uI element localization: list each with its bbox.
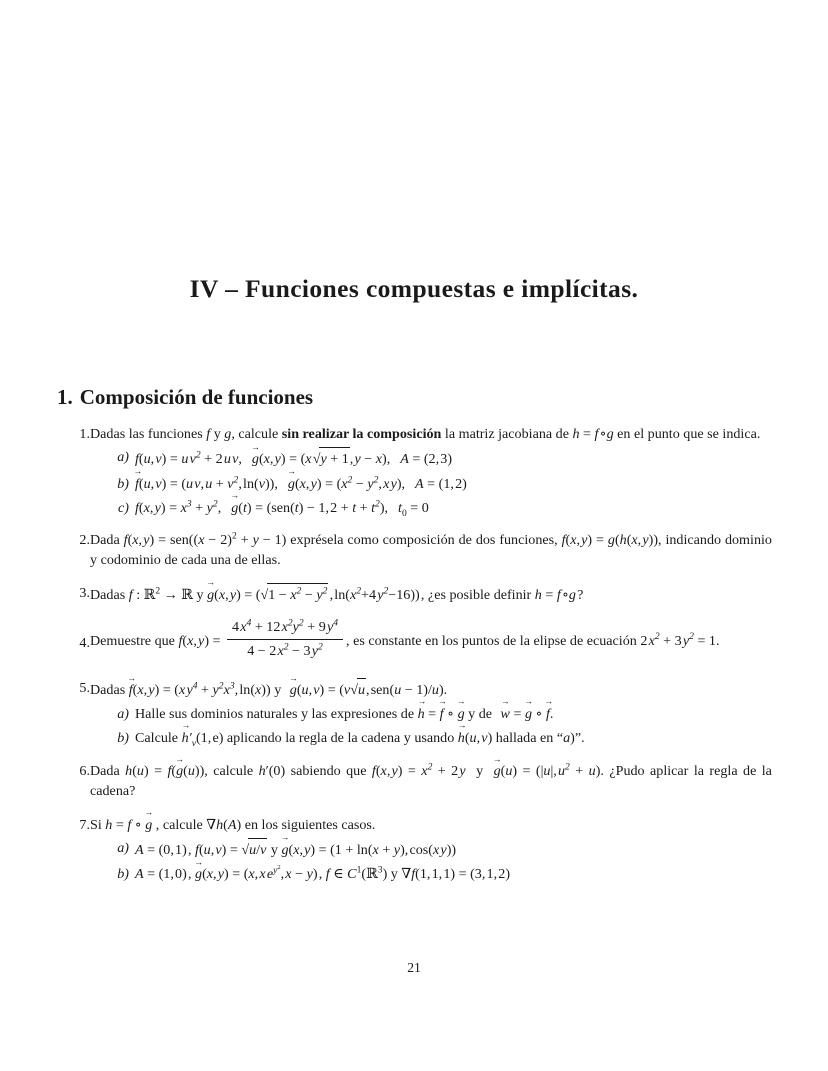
subitem-label: a) xyxy=(117,449,129,466)
subitem-label: a) xyxy=(117,705,129,722)
subitem-1c xyxy=(108,498,772,518)
subitem-label: b) xyxy=(117,475,129,492)
fraction-denominator: 4 − 2 $x^2 - 3$ $y^2$ xyxy=(227,639,343,662)
exercise-number: 4. xyxy=(79,634,90,651)
fraction-numerator: 4 $x^4 + 12$ $x^2y^2 + 9$ $y^4$ xyxy=(232,617,339,635)
exercise-number: 2. xyxy=(79,532,90,549)
exercise-item-6 xyxy=(60,761,772,802)
exercise-text: Dadas f : ℝ$^2$ → ℝ y g →(x, $y) = (√1 - x^2 - y^2$ , $\ln(x^2+4$ $y^2-16$)) , ¿es posible definir h = f ∘g ? xyxy=(90,583,772,605)
subitem-1b xyxy=(108,474,772,494)
subitem-math: f(x, $y) = x^3 + y^2$, g →(t) = (sen(t) − 1, $2 + t + t^2$), $t_0 = 0$ xyxy=(135,500,429,516)
section-title: Composición de funciones xyxy=(79,385,314,409)
exercise-list xyxy=(60,424,772,895)
exercise-text: Dada h(u) = f(g →(u)), calcule h′(0) sabiendo que f(x, $y) = x^2 + 2$ y y g →(u) = (|u|, $u^2 + u$). ¿Pudo aplicar la regla de la cadena? xyxy=(90,761,772,802)
exercise-number: 5. xyxy=(79,680,90,697)
exercise-item-4 xyxy=(60,619,772,664)
exercise-item-2 xyxy=(60,530,772,571)
subitem-math: A = (1, 0) , g →(x, y) = (x, x $e^{y^2}$, x − y) , f ∈ $C^1(ℝ^3)$ y ∇f(1, 1, 1) = (3, 1, 2) xyxy=(135,866,510,882)
subitem-math: Halle sus dominios naturales y las expresiones de h → = f → ∘ g → y de w → = g → ∘ f →. xyxy=(135,706,553,722)
fraction xyxy=(227,617,343,662)
exercise-7-subitems xyxy=(90,838,772,885)
subitem-label: a) xyxy=(117,839,129,856)
exercise-number: 6. xyxy=(79,763,90,780)
subitem-math: f(u, v) = u $v^2 + 2$ u v, g →(x, y) = (x √y + 1, y − x), A = (2, 3) xyxy=(135,451,452,467)
exercise-number: 1. xyxy=(79,426,90,442)
subitem-5b xyxy=(108,728,772,748)
emphasis-no-composition: sin realizar la composición xyxy=(281,426,442,442)
subitem-math: f →(u, v) = (u v, $u + v^2$, ln(v)), g →(x, $y) = (x^2 - y^2$, x y), A = (1, 2) xyxy=(135,476,467,492)
subitem-math: Calcule $h \to'_v(1$, e) aplicando la regla de la cadena y usando h →(u, v) hallada en “a)”. xyxy=(135,730,585,746)
subitem-5a xyxy=(108,704,772,724)
subitem-label: c) xyxy=(118,499,129,516)
exercise-5-subitems xyxy=(90,704,772,749)
exercise-text: Dadas las funciones f y g, calcule sin realizar la composición la matriz jacobiana de h = f ∘g en el punto que se indica. xyxy=(90,426,761,442)
subitem-7b xyxy=(108,864,772,884)
exercise-item-1 xyxy=(60,424,772,518)
exercise-item-3 xyxy=(60,583,772,605)
subitem-label: b) xyxy=(117,729,129,746)
page-title: IV – Funciones compuestas e implícitas. xyxy=(189,274,639,303)
page-number: 21 xyxy=(407,960,421,975)
exercise-number: 7. xyxy=(79,816,90,833)
section-number: 1. xyxy=(57,385,73,409)
subitem-label: b) xyxy=(117,866,129,883)
exercise-number: 3. xyxy=(79,584,90,601)
exercise-item-5 xyxy=(60,678,772,748)
exercise-text: Si h = f ∘ g → , calcule ∇h(A) en los siguientes casos. xyxy=(90,815,772,835)
subitem-1a xyxy=(108,447,772,469)
exercise-text: Demuestre que f(x, y) = $\frac{4 x^4 + 12 x^2y^2 + 9 y^4}{4 - 2 x^2 - 3 y^2}$ , es constante en los puntos de la elipse de ecuación 2 $x^2 + 3$ $y^2 = 1$. xyxy=(90,619,772,664)
exercise-item-7 xyxy=(60,815,772,885)
subitem-math: A = (0, 1) , f(u, v) = √u/v y g →(x, y) = (1 + ln(x + y), cos(x y)) xyxy=(135,842,456,858)
subitem-7a xyxy=(108,838,772,860)
exercise-text: Dada f(x, $y) = sen((x - 2)^2 + y - 1)$ exprésela como composición de dos funciones, f(x, y) = g(h(x, y)), indicando dominio y codominio de cada una de ellas. xyxy=(90,530,772,569)
exercise-1-subitems xyxy=(90,447,772,518)
section-heading xyxy=(57,385,313,410)
exercise-text: Dadas f →(x, y) = (x $y^4 + y^2x^3$, ln(x)) y g →(u, v) = (v√u, sen(u − 1)/u). xyxy=(90,678,772,700)
